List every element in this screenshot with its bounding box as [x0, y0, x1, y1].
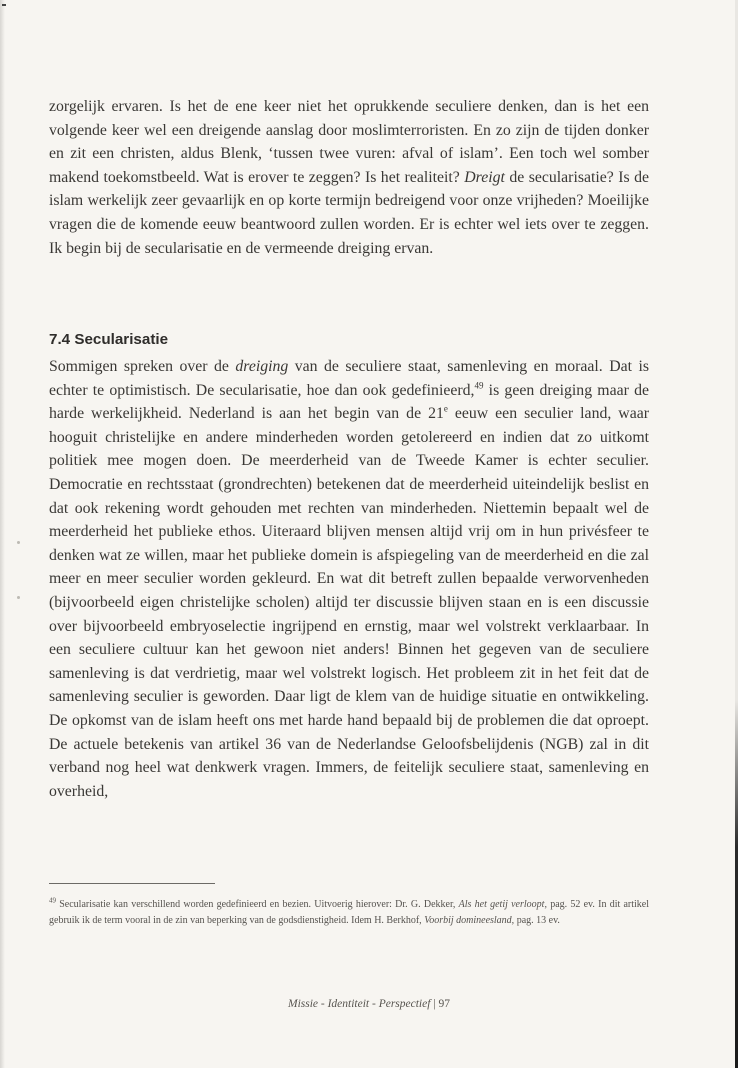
text-run: de secularisatie? Is de islam werkelijk zeer gevaarlijk en op korte termijn bedreigend voor onze vrijheden? Moeilijke vragen die de komende eeuw beantwoord zullen worden. Er is echter wel iets over te zeggen. Ik begin bij de secularisatie en de vermeende dreiging ervan.	[49, 168, 649, 257]
italic-text: Als het getij verloopt,	[458, 899, 547, 910]
footnote-marker: 49	[474, 380, 484, 391]
running-footer-title: Missie - Identiteit - Perspectief	[288, 998, 431, 1010]
paragraph-text	[49, 95, 649, 260]
text-run: is geen dreiging maar de harde werkelijkheid. Nederland is aan het begin van de 21	[49, 381, 649, 423]
scan-speck	[17, 541, 20, 544]
italic-text: Dreigt	[464, 168, 505, 186]
footnote-divider	[49, 883, 215, 884]
text-run: pag. 52 ev. In dit artikel gebruik ik de term vooral in de zin van beperking van de godsdienstigheid. Idem H. Berkhof,	[49, 899, 650, 926]
text-run: zorgelijk ervaren. Is het de ene keer niet het oprukkende seculiere denken, dan is het een volgende keer wel een dreigende aanslag door moslimterroristen. En zo zijn de tijden donker en zit een christen, aldus Blenk, ‘tussen twee vuren: afval of islam’. Een toch wel somber makend toekomstbeeld. Wat is erover te zeggen? Is het realiteit?	[49, 98, 649, 186]
scan-speck	[17, 596, 20, 599]
page-edge-left	[0, 0, 5, 1068]
footnote-49	[49, 897, 649, 929]
page-footer	[0, 998, 738, 1010]
footer-separator: |	[430, 998, 439, 1010]
footnote-marker: e	[443, 403, 448, 414]
italic-text: dreiging	[235, 358, 289, 375]
italic-text: Voorbij domineesland,	[424, 915, 515, 926]
body-paragraph-secularisatie	[49, 355, 649, 803]
body-paragraph-continued	[49, 95, 649, 260]
text-run: pag. 13 ev.	[514, 915, 560, 926]
text-run: van de seculiere staat, samenleving en moraal. Dat is echter te optimistisch. De secularisatie, hoe dan ook gedefinieerd,	[49, 358, 649, 399]
section-heading: 7.4 Secularisatie	[49, 331, 169, 348]
text-run: eeuw een seculier land, waar hooguit christelijke en andere minderheden worden getolereerd en indien dat zo uitkomt politiek mee mogen doen. De meerderheid van de Tweede Kamer is echter seculier. Democratie en rechtsstaat (grondrechten) betekenen dat de meerderheid uiteindelijk beslist en dat ook rekening wordt gehouden met rechten van minderheden. Niettemin bepaalt wel de meerderheid het publieke ethos. Uiteraard blijven mensen altijd vrij om in hun privésfeer te denken wat ze willen, maar het publieke domein is afspiegeling van de meerderheid en die zal meer en meer seculier worden gekleurd. En wat dit betreft zullen bepaalde verworvenheden (bijvoorbeeld eigen christelijke scholen) altijd ter discussie blijven staan en is een discussie over bijvoorbeeld embryoselectie ingrijpend en ernstig, maar wel volstrekt verklaarbaar. In een seculiere cultuur kan het gewoon niet anders! Binnen het gegeven van de seculiere samenleving is dat verdrietig, maar wel volstrekt logisch. Het probleem zit in het feit dat de samenleving seculier is geworden. Daar ligt de klem van de huidige situatie en ontwikkeling. De opkomst van de islam heeft ons met harde hand bepaald bij de problemen die dat oproept. De actuele betekenis van artikel 36 van de Nederlandse Geloofsbelijdenis (NGB) zal in dit verband nog heel wat denkwerk vragen. Immers, de feitelijk seculiere staat, samenleving en overheid,	[49, 405, 649, 800]
scan-corner-mark	[2, 4, 6, 6]
page-number: 97	[438, 998, 450, 1010]
paragraph-text	[49, 355, 649, 803]
text-run: Secularisatie kan verschillend worden gedefinieerd en bezien. Uitvoerig hierover: Dr. G. Dekker,	[56, 899, 459, 910]
text-run: Sommigen spreken over de	[49, 358, 236, 375]
footnote-marker: 49	[49, 896, 56, 905]
